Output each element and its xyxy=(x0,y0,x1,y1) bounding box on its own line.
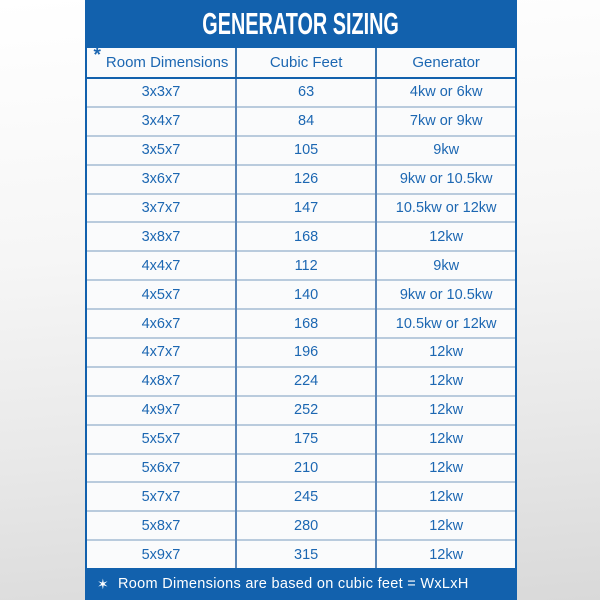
cell-generator: 9kw xyxy=(376,136,515,165)
cell-generator: 7kw or 9kw xyxy=(376,107,515,136)
cell-cubic-feet: 147 xyxy=(236,194,376,223)
col-header-cubic-feet: Cubic Feet xyxy=(236,48,376,78)
cell-room-dimensions: 4x4x7 xyxy=(87,251,236,280)
cell-room-dimensions: 5x7x7 xyxy=(87,482,236,511)
cell-cubic-feet: 63 xyxy=(236,78,376,107)
cell-room-dimensions: 4x7x7 xyxy=(87,338,236,367)
table-row xyxy=(87,222,515,251)
cell-generator: 12kw xyxy=(376,454,515,483)
col-header-generator: Generator xyxy=(376,48,515,78)
cell-room-dimensions: 4x8x7 xyxy=(87,367,236,396)
sizing-table-body xyxy=(87,78,515,568)
cell-generator: 12kw xyxy=(376,511,515,540)
table-row xyxy=(87,511,515,540)
cell-generator: 9kw or 10.5kw xyxy=(376,165,515,194)
cell-cubic-feet: 126 xyxy=(236,165,376,194)
cell-generator: 4kw or 6kw xyxy=(376,78,515,107)
cell-cubic-feet: 168 xyxy=(236,309,376,338)
cell-generator: 10.5kw or 12kw xyxy=(376,309,515,338)
cell-generator: 9kw xyxy=(376,251,515,280)
cell-cubic-feet: 112 xyxy=(236,251,376,280)
cell-cubic-feet: 196 xyxy=(236,338,376,367)
cell-cubic-feet: 315 xyxy=(236,540,376,568)
table-header-row xyxy=(87,48,515,78)
cell-cubic-feet: 168 xyxy=(236,222,376,251)
table-row xyxy=(87,540,515,568)
cell-generator: 12kw xyxy=(376,540,515,568)
cell-generator: 12kw xyxy=(376,396,515,425)
table-row xyxy=(87,367,515,396)
cell-room-dimensions: 5x6x7 xyxy=(87,454,236,483)
col-header-room-dimensions xyxy=(87,45,236,78)
cell-cubic-feet: 175 xyxy=(236,425,376,454)
cell-room-dimensions: 3x6x7 xyxy=(87,165,236,194)
footnote-star-icon: ✶ xyxy=(97,575,110,592)
cell-cubic-feet: 140 xyxy=(236,280,376,309)
title-band xyxy=(85,0,517,48)
cell-generator: 10.5kw or 12kw xyxy=(376,194,515,223)
cell-room-dimensions: 4x5x7 xyxy=(87,280,236,309)
table-row xyxy=(87,165,515,194)
cell-room-dimensions: 3x8x7 xyxy=(87,222,236,251)
table-row xyxy=(87,454,515,483)
table-row xyxy=(87,136,515,165)
cell-room-dimensions: 3x5x7 xyxy=(87,136,236,165)
table-row xyxy=(87,78,515,107)
table-row xyxy=(87,338,515,367)
table-row xyxy=(87,280,515,309)
cell-room-dimensions: 4x9x7 xyxy=(87,396,236,425)
table-row xyxy=(87,194,515,223)
cell-cubic-feet: 105 xyxy=(236,136,376,165)
footnote-text: Room Dimensions are based on cubic feet = WxLxH xyxy=(118,576,469,593)
table-row xyxy=(87,107,515,136)
cell-room-dimensions: 5x9x7 xyxy=(87,540,236,568)
table-row xyxy=(87,425,515,454)
table-row xyxy=(87,396,515,425)
cell-room-dimensions: 4x6x7 xyxy=(87,309,236,338)
footnote-asterisk-marker: * xyxy=(93,45,101,66)
table-row xyxy=(87,482,515,511)
cell-generator: 9kw or 10.5kw xyxy=(376,280,515,309)
cell-room-dimensions: 3x7x7 xyxy=(87,194,236,223)
cell-generator: 12kw xyxy=(376,482,515,511)
cell-cubic-feet: 252 xyxy=(236,396,376,425)
cell-generator: 12kw xyxy=(376,338,515,367)
cell-generator: 12kw xyxy=(376,367,515,396)
cell-room-dimensions: 5x5x7 xyxy=(87,425,236,454)
cell-room-dimensions: 3x3x7 xyxy=(87,78,236,107)
cell-room-dimensions: 3x4x7 xyxy=(87,107,236,136)
cell-generator: 12kw xyxy=(376,222,515,251)
footnote-band xyxy=(85,568,517,600)
cell-generator: 12kw xyxy=(376,425,515,454)
cell-cubic-feet: 224 xyxy=(236,367,376,396)
generator-sizing-panel xyxy=(85,0,517,600)
col-header-room-dimensions-label: Room Dimensions xyxy=(105,54,229,71)
cell-cubic-feet: 84 xyxy=(236,107,376,136)
cell-cubic-feet: 210 xyxy=(236,454,376,483)
sizing-table xyxy=(87,45,515,568)
cell-cubic-feet: 280 xyxy=(236,511,376,540)
page-title: GENERATOR SIZING xyxy=(202,6,400,41)
cell-cubic-feet: 245 xyxy=(236,482,376,511)
table-row xyxy=(87,309,515,338)
table-row xyxy=(87,251,515,280)
sizing-table-container xyxy=(87,45,515,568)
cell-room-dimensions: 5x8x7 xyxy=(87,511,236,540)
